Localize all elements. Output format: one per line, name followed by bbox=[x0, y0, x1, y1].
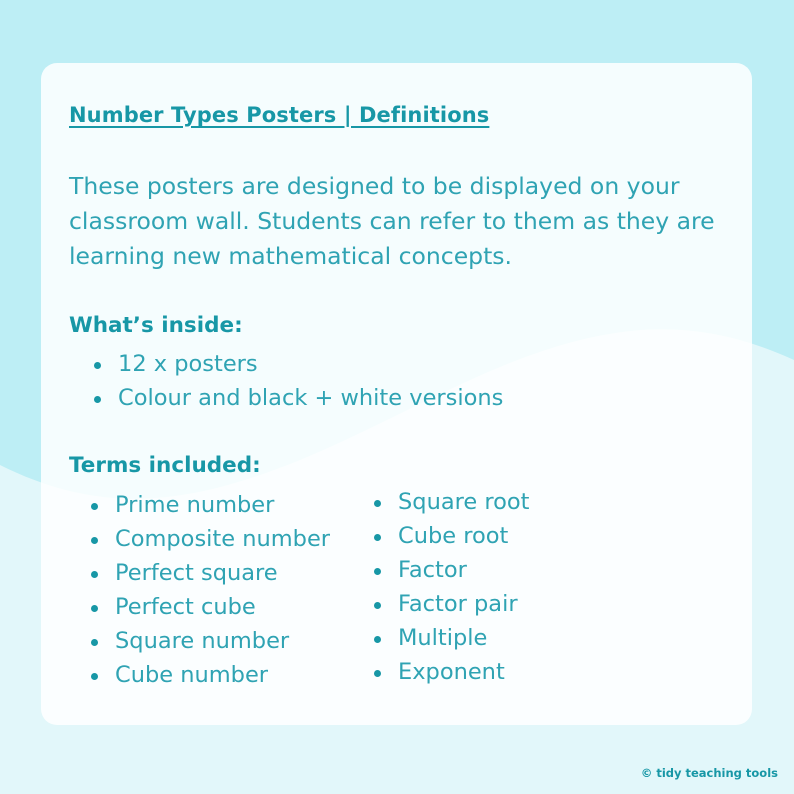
list-item: Multiple bbox=[374, 621, 529, 655]
list-item: Perfect cube bbox=[91, 590, 330, 624]
intro-paragraph: These posters are designed to be displayed on your classroom wall. Students can refer to them as they are learning new mathematical concepts. bbox=[69, 172, 715, 270]
page-title: Number Types Posters | Definitions bbox=[69, 103, 490, 127]
list-item: 12 x posters bbox=[94, 347, 503, 381]
list-item: Factor pair bbox=[374, 587, 529, 621]
list-item: Square root bbox=[374, 485, 529, 519]
terms-list-left bbox=[91, 488, 330, 692]
brand-credit: © tidy teaching tools bbox=[640, 766, 778, 780]
list-item: Exponent bbox=[374, 655, 529, 689]
terms-included-heading: Terms included: bbox=[69, 453, 261, 478]
terms-list-right bbox=[374, 485, 529, 689]
list-item: Square number bbox=[91, 624, 330, 658]
info-card bbox=[41, 63, 752, 725]
list-item: Perfect square bbox=[91, 556, 330, 590]
list-item: Cube root bbox=[374, 519, 529, 553]
whats-inside-heading: What’s inside: bbox=[69, 313, 243, 338]
whats-inside-list bbox=[94, 347, 503, 415]
list-item: Cube number bbox=[91, 658, 330, 692]
list-item: Prime number bbox=[91, 488, 330, 522]
list-item: Composite number bbox=[91, 522, 330, 556]
list-item: Factor bbox=[374, 553, 529, 587]
list-item: Colour and black + white versions bbox=[94, 381, 503, 415]
